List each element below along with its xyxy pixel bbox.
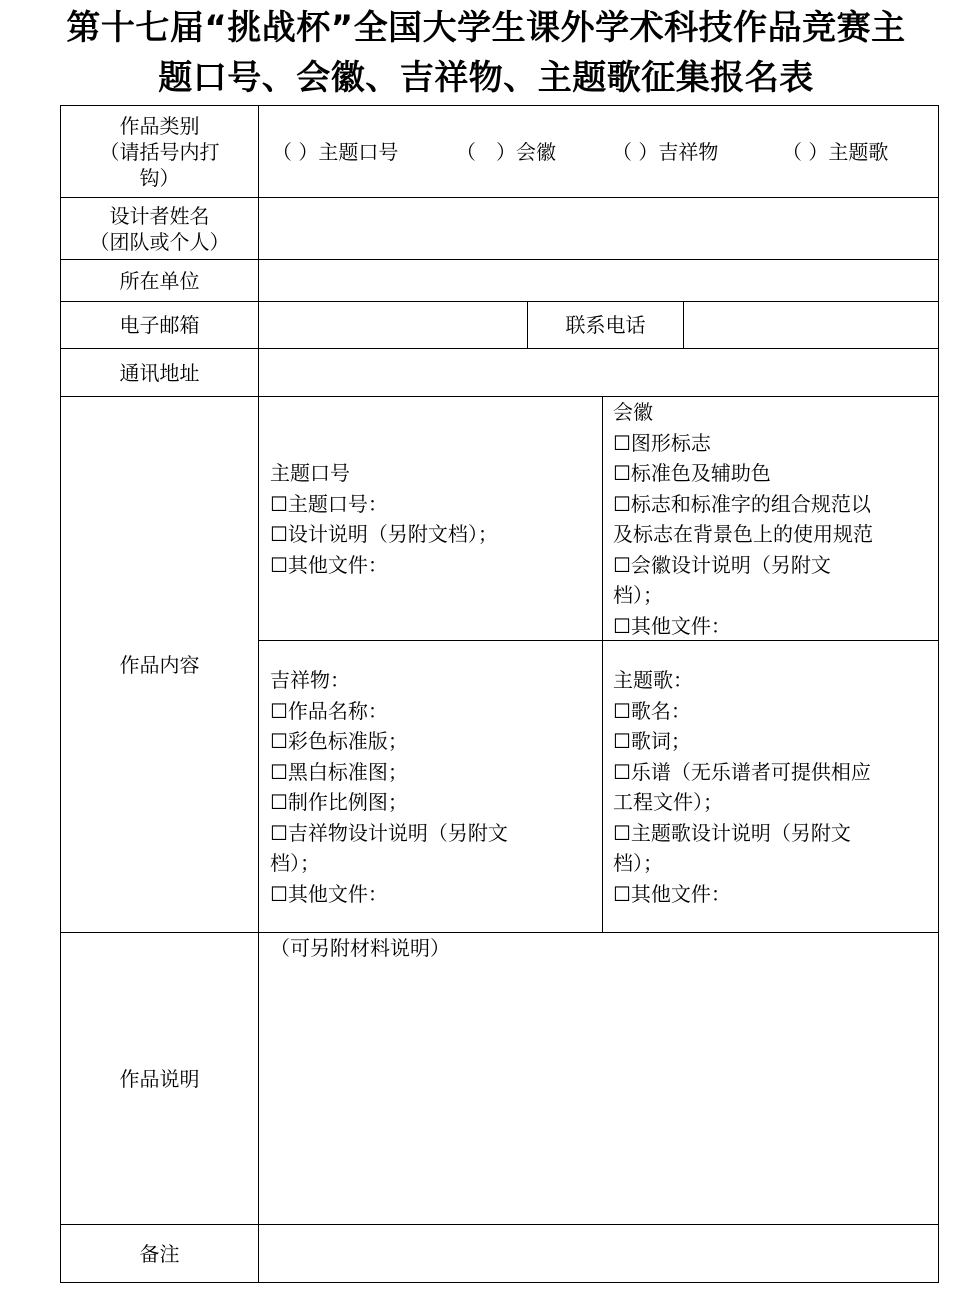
song-checkbox-item[interactable]: ☐歌词； — [613, 729, 691, 753]
emblem-item-continuation: 档）； — [613, 583, 663, 607]
description-note: （可另附材料说明） — [270, 936, 450, 960]
phone-field[interactable] — [684, 302, 938, 348]
song-item-continuation: 工程文件）； — [613, 790, 723, 814]
form-title-line-2: 题口号、会徽、吉祥物、主题歌征集报名表 — [158, 58, 814, 98]
emblem-checkbox-item[interactable]: ☐标准色及辅助色 — [613, 461, 771, 485]
song-block — [613, 665, 871, 909]
song-checkbox-item[interactable]: ☐歌名： — [613, 698, 691, 723]
mascot-checkbox-item[interactable]: ☐吉祥物设计说明（另附文 — [270, 820, 508, 845]
designer-label — [61, 198, 258, 259]
mascot-checkbox-item[interactable]: ☐制作比例图； — [270, 790, 408, 814]
slogan-checkbox-item[interactable]: ☐主题口号： — [270, 491, 388, 516]
mascot-block — [270, 665, 508, 909]
form-title-line-1: 第十七届“挑战杯”全国大学生课外学术科技作品竞赛主 — [66, 8, 906, 48]
category-option-slogan[interactable]: （ ）主题口号 — [272, 140, 399, 164]
table-border-bottom — [60, 1282, 939, 1283]
table-border-right — [938, 105, 939, 1283]
slogan-block — [270, 458, 498, 580]
content-label: 作品内容 — [119, 652, 200, 677]
email-field[interactable] — [259, 302, 527, 348]
mascot-heading: 吉祥物： — [270, 668, 350, 692]
slogan-heading: 主题口号 — [270, 461, 350, 485]
mascot-checkbox-item[interactable]: ☐其他文件： — [270, 881, 388, 906]
designer-label-line: （团队或个人） — [89, 229, 230, 254]
category-label-line: 作品类别 — [119, 113, 200, 138]
designer-label-line: 设计者姓名 — [109, 203, 210, 228]
category-option-emblem[interactable]: （ ）会徽 — [456, 140, 556, 164]
designer-field[interactable] — [259, 198, 938, 259]
emblem-checkbox-item[interactable]: ☐会徽设计说明（另附文 — [613, 552, 831, 577]
emblem-item-continuation: 及标志在背景色上的使用规范 — [613, 522, 873, 546]
address-field[interactable] — [259, 349, 938, 396]
song-checkbox-item[interactable]: ☐其他文件： — [613, 881, 731, 906]
content-column-divider — [602, 396, 603, 933]
description-label: 作品说明 — [119, 1066, 200, 1091]
phone-label: 联系电话 — [565, 313, 646, 337]
category-option-song[interactable]: （ ）主题歌 — [782, 140, 889, 164]
mascot-checkbox-item[interactable]: ☐作品名称： — [270, 698, 388, 723]
category-label-line: （请括号内打 — [99, 139, 220, 164]
category-option-mascot[interactable]: （ ）吉祥物 — [612, 140, 719, 164]
song-checkbox-item[interactable]: ☐乐谱（无乐谱者可提供相应 — [613, 759, 871, 784]
mascot-checkbox-item[interactable]: ☐黑白标准图； — [270, 759, 408, 784]
emblem-checkbox-item[interactable]: ☐标志和标准字的组合规范以 — [613, 491, 871, 516]
emblem-checkbox-item[interactable]: ☐图形标志 — [613, 430, 711, 455]
emblem-block — [613, 397, 873, 641]
unit-label: 所在单位 — [119, 268, 200, 293]
remarks-field[interactable] — [259, 1225, 938, 1282]
song-item-continuation: 档）； — [613, 851, 663, 875]
slogan-checkbox-item[interactable]: ☐设计说明（另附文档）； — [270, 522, 498, 546]
address-label: 通讯地址 — [119, 360, 200, 385]
slogan-checkbox-item[interactable]: ☐其他文件： — [270, 552, 388, 577]
category-label-line: 钩） — [139, 165, 180, 190]
emblem-checkbox-item[interactable]: ☐其他文件： — [613, 613, 731, 638]
unit-field[interactable] — [259, 260, 938, 301]
song-heading: 主题歌： — [613, 668, 693, 692]
mascot-item-continuation: 档）； — [270, 851, 320, 875]
emblem-heading: 会徽 — [613, 400, 653, 424]
category-label — [61, 106, 258, 197]
email-label: 电子邮箱 — [119, 313, 200, 337]
description-field[interactable] — [259, 970, 938, 1224]
remarks-label: 备注 — [139, 1241, 180, 1266]
song-checkbox-item[interactable]: ☐主题歌设计说明（另附文 — [613, 820, 851, 845]
mascot-checkbox-item[interactable]: ☐彩色标准版； — [270, 729, 408, 753]
